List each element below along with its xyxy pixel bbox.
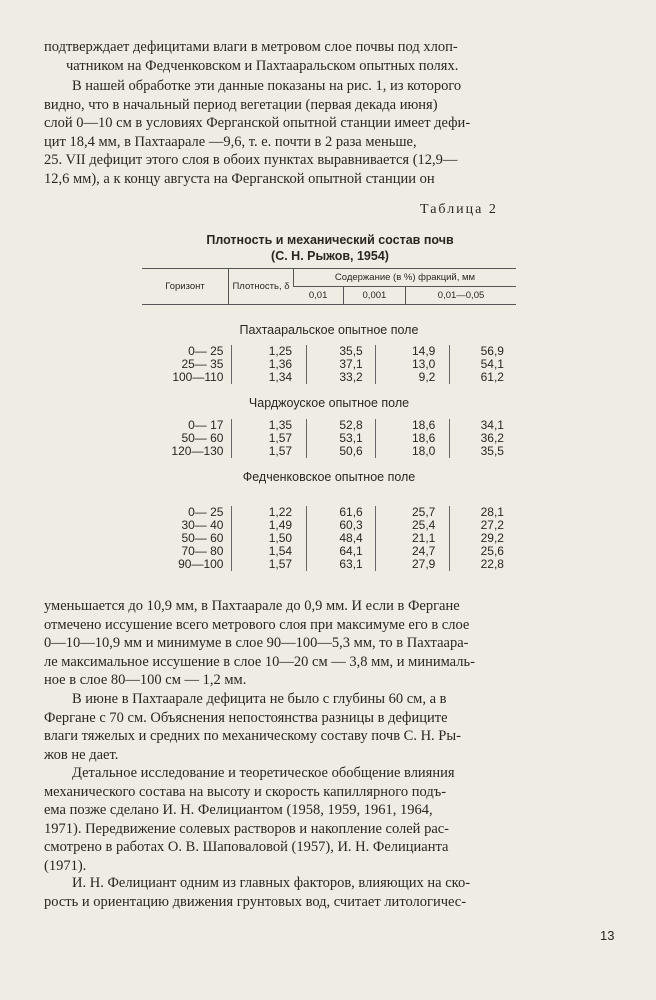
cell-f1: 35,5 [306,345,375,358]
cell-f2: 25,7 [375,506,450,519]
cell-f2: 18,0 [375,445,450,458]
cell-horizon: 90—100 [178,557,224,571]
group-rows [142,419,516,458]
cell-f3: 28,1 [449,506,516,519]
cell-horizon: 120—130 [171,444,224,458]
cell-density: 1,36 [231,358,306,371]
cell-density: 1,54 [231,545,306,558]
cell-horizon: 70— 80 [181,544,224,558]
cell-density: 1,35 [231,419,306,432]
cell-f3: 35,5 [449,445,516,458]
text-line: Фергане с 70 см. Объяснения непостоянства разницы в дефиците [44,709,448,726]
cell-f2: 24,7 [375,545,450,558]
text-line: рость и ориентацию движения грунтовых вод, считает литологичес- [44,893,467,910]
cell-horizon: 30— 40 [181,518,224,532]
cell-density: 1,57 [231,432,306,445]
cell-f2: 21,1 [375,532,450,545]
paragraph-3 [44,690,614,764]
text-line: цит 18,4 мм, в Пахтаарале —9,6, т. е. почти в 2 раза меньше, [44,133,417,150]
cell-f3: 34,1 [449,419,516,432]
text-line: ема позже сделано И. Н. Фелициантом (1958, 1959, 1961, 1964, [44,802,433,818]
text-line: В июне в Пахтаарале дефицита не было с глубины 60 см, а в [72,691,447,707]
cell-density: 1,50 [231,532,306,545]
group-rows [142,345,516,384]
cell-horizon: 0— 25 [188,505,224,519]
text-line: ле максимальное иссушение в слое 10—20 см — 3,8 мм, и минималь- [44,653,475,670]
text-line: 1971). Передвижение солевых растворов и накопление солей рас- [44,820,450,837]
text-line: подтверждает дефицитами влаги в метровом слое почвы под хлоп- [44,39,458,55]
cell-horizon: 50— 60 [181,431,224,445]
cell-f1: 60,3 [306,519,375,532]
cell-f3: 36,2 [449,432,516,445]
cell-f2: 27,9 [375,558,450,571]
table-subtitle: (С. Н. Рыжов, 1954) [271,249,389,263]
cell-density: 1,57 [231,445,306,458]
cell-f1: 61,6 [306,506,375,519]
cell-f1: 64,1 [306,545,375,558]
cell-f2: 9,2 [375,371,450,384]
cell-f2: 18,6 [375,419,450,432]
cell-density: 1,49 [231,519,306,532]
cell-f2: 18,6 [375,432,450,445]
cell-f1: 48,4 [306,532,375,545]
cell-f1: 52,8 [306,419,375,432]
text-line: жов не дает. [44,746,119,763]
cell-f1: 63,1 [306,558,375,571]
text-line: механического состава на высоту и скорость капиллярного подъ- [44,783,447,800]
text-line: (1971). [44,857,87,874]
cell-horizon: 0— 17 [188,418,224,432]
text-line: В нашей обработке эти данные показаны на рис. 1, из которого [72,78,462,94]
cell-f3: 61,2 [449,371,516,384]
cell-horizon: 100—110 [172,370,224,384]
cell-f1: 33,2 [306,371,375,384]
text-line: слой 0—10 см в условиях Ферганской опытной станции имеет дефи- [44,115,471,131]
group-title: Пахтааральское опытное поле [239,323,419,337]
group-title: Федченковское опытное поле [242,470,416,484]
text-line: ное в слое 80—100 см — 1,2 мм. [44,672,247,688]
paragraph-1 [44,77,614,188]
cell-density: 1,25 [231,345,306,358]
text-line: влаги тяжелых и средних по механическому составу почв С. Н. Ры- [44,728,461,744]
table-header [142,268,516,305]
text-line: видно, что в начальный период вегетации (первая декада июня) [44,96,438,113]
text-line: чатником на Федченковском и Пахтааральском опытных полях. [66,57,459,74]
text-line: Детальное исследование и теоретическое обобщение влияния [72,765,455,781]
cell-f3: 54,1 [449,358,516,371]
header-fraction-1: 0,01 [294,287,344,305]
cell-f1: 50,6 [306,445,375,458]
table-row [142,371,516,384]
cell-f3: 27,2 [449,519,516,532]
cell-density: 1,57 [231,558,306,571]
table-label: Таблица 2 [420,202,498,217]
cell-horizon: 0— 25 [188,344,224,358]
paragraph-5 [44,874,614,911]
cell-density: 1,22 [231,506,306,519]
cell-horizon: 25— 35 [181,357,224,371]
header-density: Плотность, δ [229,269,294,305]
intro-paragraph [44,38,614,75]
paragraph-2 [44,597,614,690]
table-row [142,445,516,458]
text-line: И. Н. Фелициант одним из главных факторов, влияющих на ско- [72,875,471,891]
cell-f2: 25,4 [375,519,450,532]
text-line: 12,6 мм), а к концу августа на Ферганской опытной станции он [44,170,435,187]
cell-f2: 14,9 [375,345,450,358]
text-line: 25. VII дефицит этого слоя в обоих пунктах выравнивается (12,9— [44,152,458,168]
paragraph-4 [44,764,614,875]
cell-f3: 29,2 [449,532,516,545]
table-row [142,558,516,571]
cell-f1: 53,1 [306,432,375,445]
cell-f3: 56,9 [449,345,516,358]
table-title: Плотность и механический состав почв [206,233,454,247]
header-horizon: Горизонт [142,269,229,305]
header-fraction-3: 0,01—0,05 [406,287,516,305]
group-rows [142,506,516,571]
cell-f1: 37,1 [306,358,375,371]
cell-f3: 25,6 [449,545,516,558]
text-line: отмечено иссушение всего метрового слоя при максимуме его в слое [44,616,470,633]
page-number: 13 [600,928,615,943]
header-content: Содержание (в %) фракций, мм [294,269,517,287]
text-line: смотрено в работах О. В. Шаповаловой (1957), И. Н. Фелицианта [44,839,449,855]
cell-f3: 22,8 [449,558,516,571]
group-title: Чарджоуское опытное поле [248,396,410,410]
cell-horizon: 50— 60 [181,531,224,545]
cell-f2: 13,0 [375,358,450,371]
text-line: уменьшается до 10,9 мм, в Пахтаарале до 0,9 мм. И если в Фергане [44,598,460,614]
cell-density: 1,34 [231,371,306,384]
header-fraction-2: 0,001 [343,287,405,305]
text-line: 0—10—10,9 мм и минимуме в слое 90—100—5,3 мм, то в Пахтаара- [44,635,469,651]
